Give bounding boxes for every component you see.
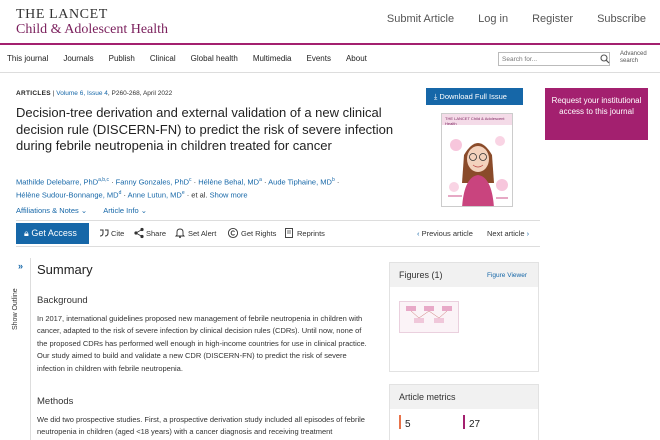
request-institutional-access-button[interactable]: Request your institutional access to this journal (545, 88, 648, 140)
author-link[interactable]: Aude Tiphaine, MD (268, 177, 332, 187)
metric-value[interactable]: 27 (469, 419, 481, 430)
get-rights-button[interactable]: Get Rights (241, 229, 277, 238)
summary-heading: Summary (37, 262, 93, 277)
subscribe-link[interactable]: Subscribe (597, 13, 646, 25)
author-list: Mathilde Delebarre, PhD$^{a,b,c}$ · Fanny Gonzales, PhD$^c$ · Hélène Behal, $MD^a$ · Aude Tiphaine, $MD^b$ · Hélène Sudour-Bonnange, $MD^d$ · Anne Lutun, MDe · et al. Show more (16, 177, 340, 200)
chevron-right-icon: › (526, 229, 530, 238)
cover-masthead (442, 114, 513, 125)
nav-items (7, 54, 367, 63)
author-link[interactable]: Mathilde Delebarre, PhD (16, 177, 99, 187)
author-link[interactable]: Hélène Behal, MD (198, 177, 260, 187)
toolbar-divider-bottom (16, 246, 540, 247)
get-access-label: Get Access (31, 228, 77, 238)
methods-paragraph: We did two prospective studies. First, a prospective derivation study included all episodes of febrile neutropenia in children (aged <18 years) with a cancer diagnosis and receiving treatment (37, 415, 365, 437)
figures-panel-header (390, 263, 538, 287)
author-link[interactable]: Anne Lutun, MD (127, 190, 182, 200)
set-alert-button[interactable]: Set Alert (188, 229, 217, 238)
figure-viewer-link[interactable]: Figure Viewer (487, 272, 527, 279)
bell-icon (174, 227, 186, 239)
download-icon: ⤓ (434, 92, 438, 101)
previous-article-label: Previous article (421, 229, 473, 238)
nav-clinical[interactable]: Clinical (149, 54, 176, 63)
register-link[interactable]: Register (532, 13, 574, 25)
lock-icon: 🔒︎ (24, 228, 29, 238)
nav-publish[interactable]: Publish (108, 54, 135, 63)
author-affiliation-sup: a,b,c (98, 177, 109, 183)
expand-outline-icon[interactable]: » (18, 261, 24, 271)
pages-date: , P260-268, April 2022 (107, 90, 173, 97)
author-affiliation-sup: b (331, 177, 335, 183)
article-type: ARTICLES (16, 90, 51, 97)
nav-multimedia[interactable]: Multimedia (252, 54, 292, 63)
affiliations-toggle[interactable] (16, 206, 87, 215)
metrics-title: Article metrics (399, 392, 456, 402)
methods-heading: Methods (37, 396, 74, 407)
figures-panel (389, 262, 539, 372)
reprints-button[interactable]: Reprints (297, 229, 325, 238)
login-link[interactable]: Log in (478, 13, 509, 25)
toolbar-divider-top (16, 220, 540, 221)
author-affiliation-sup: a (259, 177, 262, 183)
advanced-search-link[interactable]: Advanced search (620, 51, 647, 64)
author-affiliation-sup: c (189, 177, 192, 183)
chevron-left-icon: ‹ (417, 229, 420, 238)
nav-about[interactable]: About (345, 54, 367, 63)
quote-icon (98, 227, 110, 239)
outline-divider (30, 258, 31, 440)
top-links (387, 13, 646, 25)
next-article-link[interactable] (487, 229, 529, 238)
copyright-icon (227, 227, 239, 239)
figure-thumbnail-graphic (400, 302, 458, 332)
article-info-label: Article Info (103, 206, 139, 215)
article-meta (16, 90, 172, 97)
brand-line1: THE LANCET (16, 7, 108, 22)
author-link[interactable]: Fanny Gonzales, PhD (115, 177, 190, 187)
metric-value[interactable]: 5 (405, 419, 411, 430)
show-more-link[interactable]: Show more (209, 190, 248, 200)
et-al: et al. (191, 190, 208, 200)
meta-separator: | (52, 90, 55, 97)
brand-line2: Child & Adolescent Health (16, 22, 169, 37)
chevron-down-icon: ⌄ (80, 206, 88, 215)
share-icon (133, 227, 145, 239)
background-paragraph: In 2017, international guidelines proposed new management of febrile neutropenia in children with cancer, adapted to the risk of severe infection by clinical decision rules (CDRs). Until now, none of the proposed CDRs has performed well enough in high-income countries for use in clinical practice. Our study aimed to build and validate a new CDR (DISCERN-FN) to predict the risk of severe infection in children with febrile neutropenia. (37, 314, 367, 373)
article-metrics-panel (389, 384, 539, 440)
background-heading: Background (37, 295, 88, 306)
nav-events[interactable]: Events (306, 54, 331, 63)
issue-cover-image[interactable] (441, 113, 513, 207)
cover-illustration (442, 125, 513, 207)
affiliations-label: Affiliations & Notes (16, 206, 79, 215)
volume-issue-link[interactable]: Volume 6, Issue 4 (56, 90, 108, 97)
figure-thumbnail[interactable] (399, 301, 459, 333)
submit-article-link[interactable]: Submit Article (386, 13, 455, 25)
article-info-toggle[interactable] (103, 206, 147, 215)
share-button[interactable]: Share (146, 229, 167, 238)
download-label: Download Full Issue (439, 92, 507, 101)
next-article-label: Next article (487, 229, 525, 238)
cover-title: THE LANCET Child & Adolescent Health (445, 116, 505, 126)
cite-button[interactable]: Cite (111, 229, 125, 238)
site-header (0, 0, 660, 42)
author-affiliation-sup: e (181, 190, 185, 196)
chevron-down-icon: ⌄ (140, 206, 148, 215)
author-link[interactable]: Hélène Sudour-Bonnange, MD (16, 190, 119, 200)
figures-title: Figures (1) (399, 270, 443, 280)
search-icon[interactable] (600, 54, 610, 64)
search-input[interactable]: Search for... (498, 52, 610, 66)
reprints-icon (283, 227, 295, 239)
main-nav (0, 45, 660, 73)
get-access-button[interactable] (16, 223, 89, 244)
article-title: Decision-tree derivation and external validation of a new clinical decision rule (DISCERN-FN) to predict the risk of severe infection during febrile neutropenia in children treated for cancer (16, 105, 394, 153)
download-full-issue-button[interactable] (426, 88, 523, 105)
author-affiliation-sup: d (118, 190, 122, 196)
article-details-links (16, 206, 147, 215)
nav-global-health[interactable]: Global health (190, 54, 238, 63)
show-outline-toggle[interactable]: Show Outline (12, 288, 19, 330)
previous-article-link[interactable] (417, 229, 473, 238)
metrics-panel-header (390, 385, 538, 409)
nav-journals[interactable]: Journals (63, 54, 94, 63)
journal-logo[interactable] (16, 8, 168, 37)
nav-this-journal[interactable]: This journal (7, 54, 49, 63)
